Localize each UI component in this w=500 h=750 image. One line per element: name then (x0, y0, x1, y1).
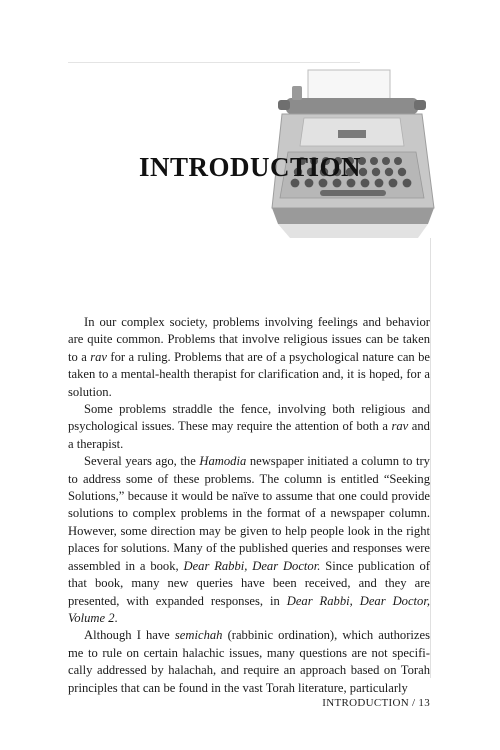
paragraph-text: for a ruling. Problems that are of a psychological nature can be taken to a mental-health therapist for clarification and, it is hoped, for a solution. (68, 349, 430, 399)
italic-text: rav (391, 419, 409, 434)
paragraph-text: In our complex society, problems involving feelings and behavior are quite common. Problems that involve religious issues can be taken to a (68, 315, 430, 364)
top-rule (68, 62, 360, 63)
italic-text: Dear Rabbi, Dear Doctor. (183, 558, 321, 573)
italic-text: semichah (174, 628, 223, 643)
chapter-title: INTRODUCTION (138, 152, 362, 182)
body-paragraph (68, 627, 430, 697)
paragraph-text: Although I have (84, 628, 175, 643)
paragraph-text: (rabbinic ordination), which authorizes me to rule on certain halachic issues, many questions are not specifically addressed by halachah, and require an approach based on Torah principles that can be found in the vast Torah literature, particularly (68, 628, 431, 695)
running-footer: INTRODUCTION / 13 (322, 697, 430, 709)
paragraph-text: and a therapist. (68, 419, 430, 451)
paragraph-text: Some problems straddle the fence, involving both religious and psychological issues. These may require the attention of both a (68, 402, 430, 434)
paragraph-text: Since publication of that book, many new queries have been received, and they are presented, with expanded responses, in (68, 558, 430, 608)
body-text (68, 314, 430, 697)
paragraph-text: newspaper initiated a column to try to address some of these problems. The column is entitled “Seeking Solutions,” because it would be naïve to assume that one could provide solutions to complex problems in the format of a newspaper column. However, some direction may be given to help people look in the right places for solutions. Many of the published queries and responses were assembled in a book, (68, 454, 430, 573)
body-paragraph (68, 453, 430, 627)
paragraph-text: . (114, 610, 118, 625)
body-paragraph (68, 401, 430, 453)
italic-text: rav (90, 349, 107, 364)
body-paragraph (68, 314, 430, 401)
margin-rule (430, 238, 431, 678)
italic-text: Hamodia (199, 454, 247, 469)
paragraph-text: Several years ago, the (84, 454, 200, 469)
italic-text: Dear Rabbi, Dear Doctor, Volume 2 (68, 593, 430, 625)
